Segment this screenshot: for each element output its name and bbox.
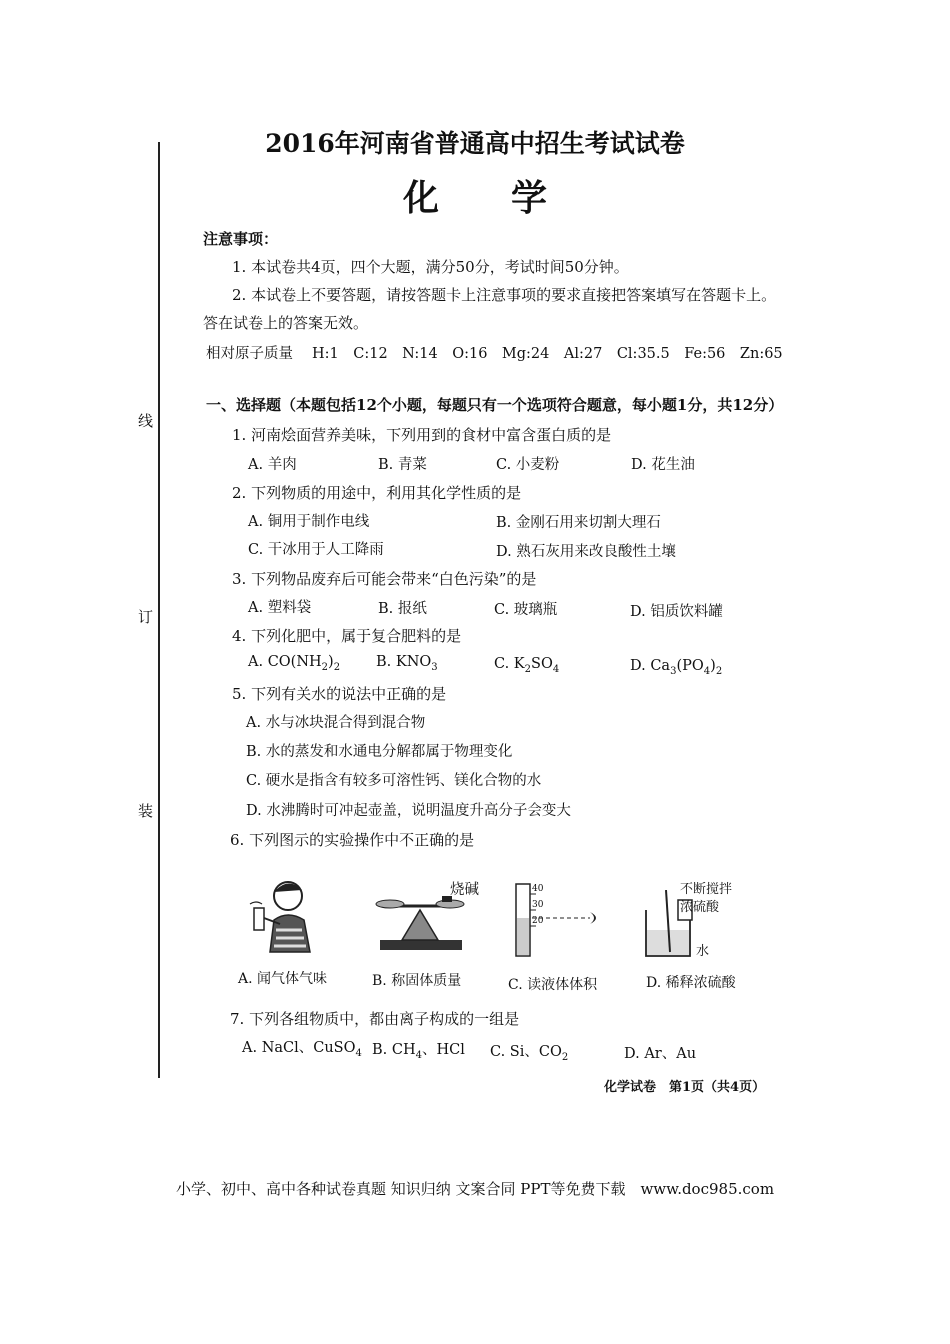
q6-option-b: B. 称固体质量 — [372, 973, 462, 989]
q7-option-b: B. $CH_4$、HCl — [372, 1042, 465, 1061]
exam-title: 2016年河南省普通高中招生考试试卷 — [265, 129, 685, 158]
atomic-mass-values: H:1 C:12 N:14 O:16 Mg:24 Al:27 Cl:35.5 Fe:56 Zn:65 — [312, 346, 783, 362]
notes-item-2-cont: 答在试卷上的答案无效。 — [203, 314, 369, 332]
tick-20: 20 — [532, 916, 544, 926]
q3-option-b: B. 报纸 — [378, 601, 427, 617]
q6-stem: 6. 下列图示的实验操作中不正确的是 — [230, 831, 475, 849]
q6-option-c: C. 读液体体积 — [508, 977, 598, 993]
q4-option-b: B. $KNO_3$ — [376, 654, 438, 673]
q4-option-d: D. $Ca_3(PO_4)_2$ — [630, 658, 723, 677]
q2-option-d: D. 熟石灰用来改良酸性土壤 — [496, 544, 676, 560]
watermark-footer: 小学、初中、高中各种试卷真题 知识归纳 文案合同 PPT等免费下载 www.doc985.com — [175, 1180, 775, 1198]
q7-option-a: A. NaCl、CuSO$_4$ — [242, 1040, 362, 1059]
label-naoh: 烧碱 — [450, 882, 479, 898]
q7-option-c: C. Si、$CO_2$ — [490, 1044, 569, 1063]
q7-option-d: D. Ar、Au — [624, 1046, 697, 1062]
q7-stem: 7. 下列各组物质中，都由离子构成的一组是 — [230, 1010, 520, 1028]
q4-option-c: C. $K_2SO_4$ — [494, 656, 560, 675]
binding-line — [158, 142, 160, 1078]
label-water: 水 — [696, 944, 710, 959]
binding-mark-zhuang: 装 — [138, 802, 154, 820]
page-number: 化学试卷 第1页（共4页） — [604, 1080, 766, 1095]
notes-heading: 注意事项： — [203, 230, 279, 248]
figure-smelling-gas — [240, 874, 330, 954]
q5-option-b: B. 水的蒸发和水通电分解都属于物理变化 — [246, 744, 513, 760]
atomic-mass-label: 相对原子质量 — [206, 346, 293, 362]
q2-stem: 2. 下列物质的用途中，利用其化学性质的是 — [232, 484, 522, 502]
subject-title: 化 学 — [402, 177, 547, 219]
q3-option-d: D. 铝质饮料罐 — [630, 604, 723, 620]
q4-option-a: A. $CO(NH_2)_2$ — [248, 654, 341, 673]
q4-stem: 4. 下列化肥中，属于复合肥料的是 — [232, 627, 462, 645]
q6-option-d: D. 稀释浓硫酸 — [646, 975, 736, 991]
tick-40: 40 — [532, 884, 544, 894]
binding-mark-xian: 线 — [138, 412, 154, 430]
q2-option-c: C. 干冰用于人工降雨 — [248, 542, 384, 558]
q1-option-d: D. 花生油 — [631, 457, 695, 473]
q2-option-a: A. 铜用于制作电线 — [248, 514, 370, 530]
q6-option-a: A. 闻气体气味 — [238, 971, 328, 987]
tick-30: 30 — [532, 900, 544, 910]
q3-stem: 3. 下列物品废弃后可能会带来“白色污染”的是 — [232, 570, 537, 588]
q3-option-a: A. 塑料袋 — [248, 600, 312, 616]
q5-option-c: C. 硬水是指含有较多可溶性钙、镁化合物的水 — [246, 773, 542, 789]
figure-cylinder — [510, 880, 620, 960]
binding-mark-ding: 订 — [138, 608, 154, 626]
label-acid: 浓硫酸 — [680, 900, 720, 915]
notes-item-1: 1. 本试卷共4页，四个大题，满分50分，考试时间50分钟。 — [232, 258, 629, 276]
q1-option-a: A. 羊肉 — [248, 457, 297, 473]
q1-option-c: C. 小麦粉 — [496, 457, 560, 473]
q5-option-d: D. 水沸腾时可冲起壶盖，说明温度升高分子会变大 — [246, 803, 571, 819]
q5-stem: 5. 下列有关水的说法中正确的是 — [232, 685, 447, 703]
label-stir: 不断搅拌 — [680, 882, 733, 897]
q3-option-c: C. 玻璃瓶 — [494, 602, 558, 618]
notes-item-2: 2. 本试卷上不要答题，请按答题卡上注意事项的要求直接把答案填写在答题卡上。 — [232, 286, 777, 304]
q1-option-b: B. 青菜 — [378, 457, 427, 473]
section-heading: 一、选择题（本题包括12个小题，每题只有一个选项符合题意，每小题1分，共12分） — [206, 396, 784, 414]
q5-option-a: A. 水与冰块混合得到混合物 — [246, 715, 426, 731]
q2-option-b: B. 金刚石用来切割大理石 — [496, 515, 661, 531]
q1-stem: 1. 河南烩面营养美味，下列用到的食材中富含蛋白质的是 — [232, 426, 612, 444]
